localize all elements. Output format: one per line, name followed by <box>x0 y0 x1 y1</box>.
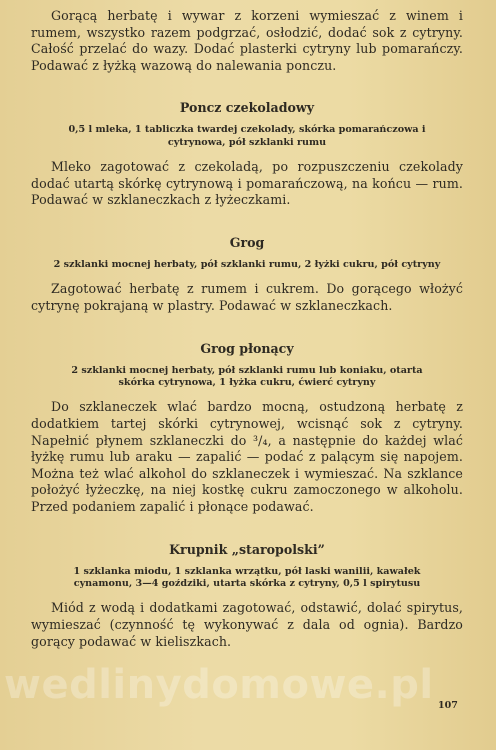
recipe-instructions: Miód z wodą i dodatkami zagotować, odstawić, dolać spirytus, wymieszać (czynność tę wykonywać z dala od ognia). Bardzo gorący podawać w kieliszkach. <box>31 600 463 649</box>
recipe-instructions: Do szklaneczek wlać bardzo mocną, ostudzoną herbatę z dodatkiem tartej skórki cytrynowej, wcisnąć sok z cytryny. Napełnić płynem szklaneczki do ³/₄, a następnie do każdej wlać łyżkę rumu lub araku — zapalić — podać z palącym się napojem. Można też wlać alkohol do szklaneczek i wymieszać. Na szklance położyć łyżeczkę, na niej kostkę cukru zamoczonego w alkoholu. Przed podaniem zapalić i płonące podawać. <box>31 399 463 514</box>
page-content <box>31 8 463 656</box>
recipe-title: Poncz czekoladowy <box>179 100 315 116</box>
page-number: 107 <box>438 700 458 711</box>
intro-paragraph: Gorącą herbatę i wywar z korzeni wymieszać z winem i rumem, wszystko razem podgrzać, osłodzić, dodać sok z cytryny. Całość przelać do wazy. Dodać plasterki cytryny lub pomarańczy. Podawać z łyżką wazową do nalewania ponczu. <box>31 8 463 73</box>
recipe-ingredients: 2 szklanki mocnej herbaty, pół szklanki rumu, 2 łyżki cukru, pół cytryny <box>53 258 441 270</box>
recipe-ingredients: 1 szklanka miodu, 1 szklanka wrzątku, pół laski wanilii, kawałek cynamonu, 3—4 goździki, utarta skórka z cytryny, 0,5 l spirytusu <box>73 565 421 589</box>
recipe-title: Grog <box>229 234 265 250</box>
recipe-ingredients: 0,5 l mleka, 1 tabliczka twardej czekolady, skórka pomarańczowa i cytrynowa, pół szklanki rumu <box>68 124 426 148</box>
watermark: wedlinydomowe.pl <box>4 662 434 708</box>
recipe-ingredients: 2 szklanki mocnej herbaty, pół szklanki rumu lub koniaku, otarta skórka cytrynowa, 1 łyżka cukru, ćwierć cytryny <box>71 364 423 388</box>
recipe-title: Krupnik „staropolski” <box>169 541 325 557</box>
recipe-instructions: Mleko zagotować z czekoladą, po rozpuszczeniu czekolady dodać utartą skórkę cytrynową i pomarańczową, na końcu — rum. Podawać w szklaneczkach z łyżeczkami. <box>31 159 463 208</box>
recipe-instructions: Zagotować herbatę z rumem i cukrem. Do gorącego włożyć cytrynę pokrajaną w plastry. Podawać w szklaneczkach. <box>31 281 463 313</box>
recipe-title: Grog płonący <box>200 340 294 356</box>
